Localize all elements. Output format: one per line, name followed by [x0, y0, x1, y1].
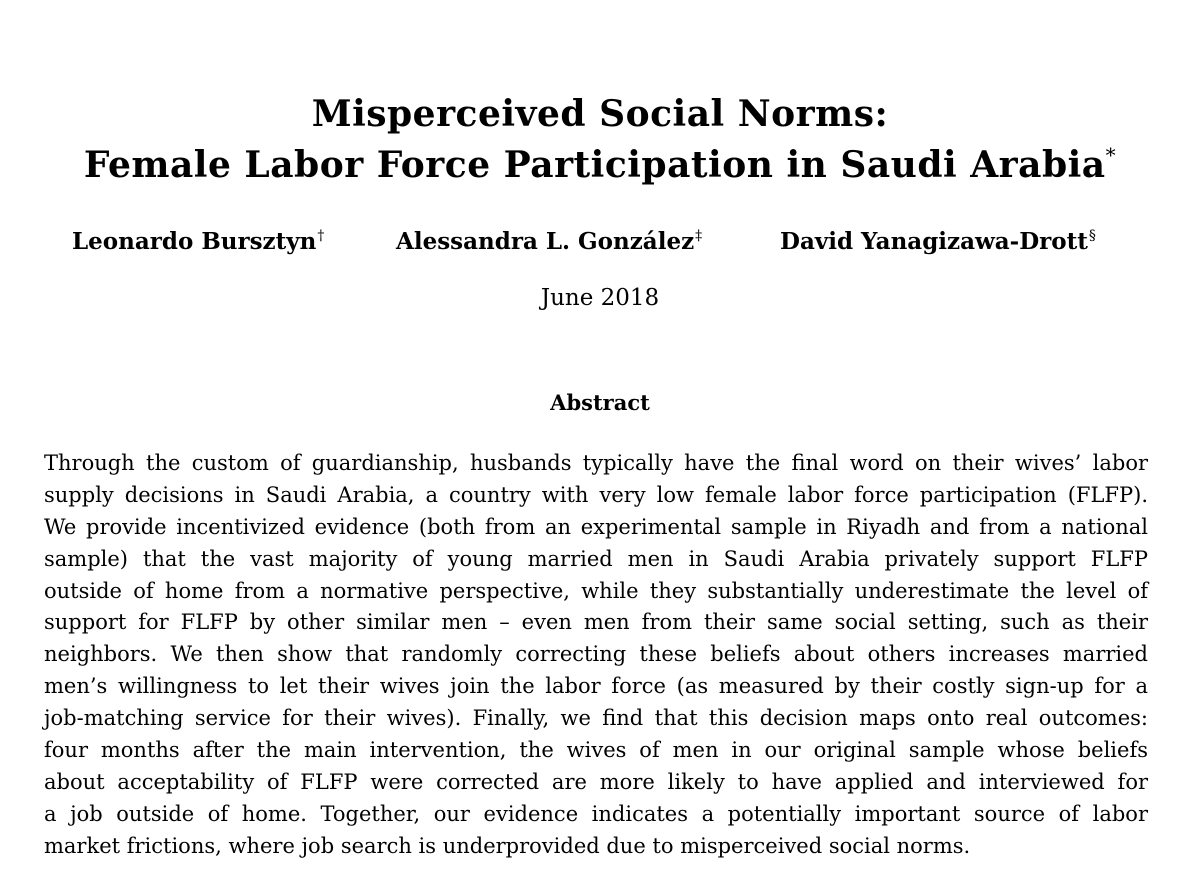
abstract-line: a job outside of home. Together, our evidence indicates a potentially important source of labor — [44, 801, 1148, 826]
author-list — [0, 228, 1200, 258]
title-text-line-2: Female Labor Force Participation in Saudi Arabia — [83, 144, 1106, 186]
paper-title-line-1 — [0, 93, 1200, 135]
author-footnote-mark: ‡ — [695, 228, 703, 245]
abstract-line: support for FLFP by other similar men – even men from their same social setting, such as their — [44, 610, 1148, 635]
abstract-line: neighbors. We then show that randomly correcting these beliefs about others increases married — [44, 642, 1148, 667]
abstract-line: sample) that the vast majority of young married men in Saudi Arabia privately support FLFP — [44, 546, 1148, 571]
abstract-line: market frictions, where job search is underprovided due to misperceived social norms. — [44, 833, 971, 858]
author-footnote-mark: § — [1088, 228, 1096, 245]
author-name: Leonardo Bursztyn — [72, 228, 317, 255]
abstract-heading: Abstract — [550, 390, 650, 415]
abstract-line: Through the custom of guardianship, husbands typically have the final word on their wives’ labor — [44, 451, 1148, 475]
publication-date: June 2018 — [540, 285, 660, 311]
author-2 — [396, 228, 702, 255]
author-name: David Yanagizawa-Drott — [780, 228, 1088, 255]
abstract-body — [44, 448, 1148, 863]
abstract-line: We provide incentivized evidence (both from an experimental sample in Riyadh and from a national — [44, 514, 1148, 539]
abstract-line: outside of home from a normative perspective, while they substantially underestimate the level of — [44, 578, 1148, 603]
abstract-line: job-matching service for their wives). Finally, we find that this decision maps onto real outcomes: — [44, 706, 1148, 731]
author-1 — [72, 228, 324, 255]
abstract-line: about acceptability of FLFP were corrected are more likely to have applied and interviewed for — [44, 769, 1148, 794]
author-3 — [780, 228, 1096, 255]
title-text-line-1: Misperceived Social Norms: — [311, 93, 889, 135]
author-footnote-mark: † — [317, 228, 325, 245]
abstract-line: four months after the main intervention, the wives of men in our original sample whose beliefs — [44, 738, 1148, 763]
abstract-line: men’s willingness to let their wives join the labor force (as measured by their costly sign-up for a — [44, 674, 1148, 699]
abstract-line: supply decisions in Saudi Arabia, a country with very low female labor force participation (FLFP). — [44, 482, 1148, 507]
paper-title-line-2 — [0, 143, 1200, 186]
title-footnote-mark: * — [1105, 143, 1117, 167]
author-name: Alessandra L. González — [396, 228, 695, 255]
